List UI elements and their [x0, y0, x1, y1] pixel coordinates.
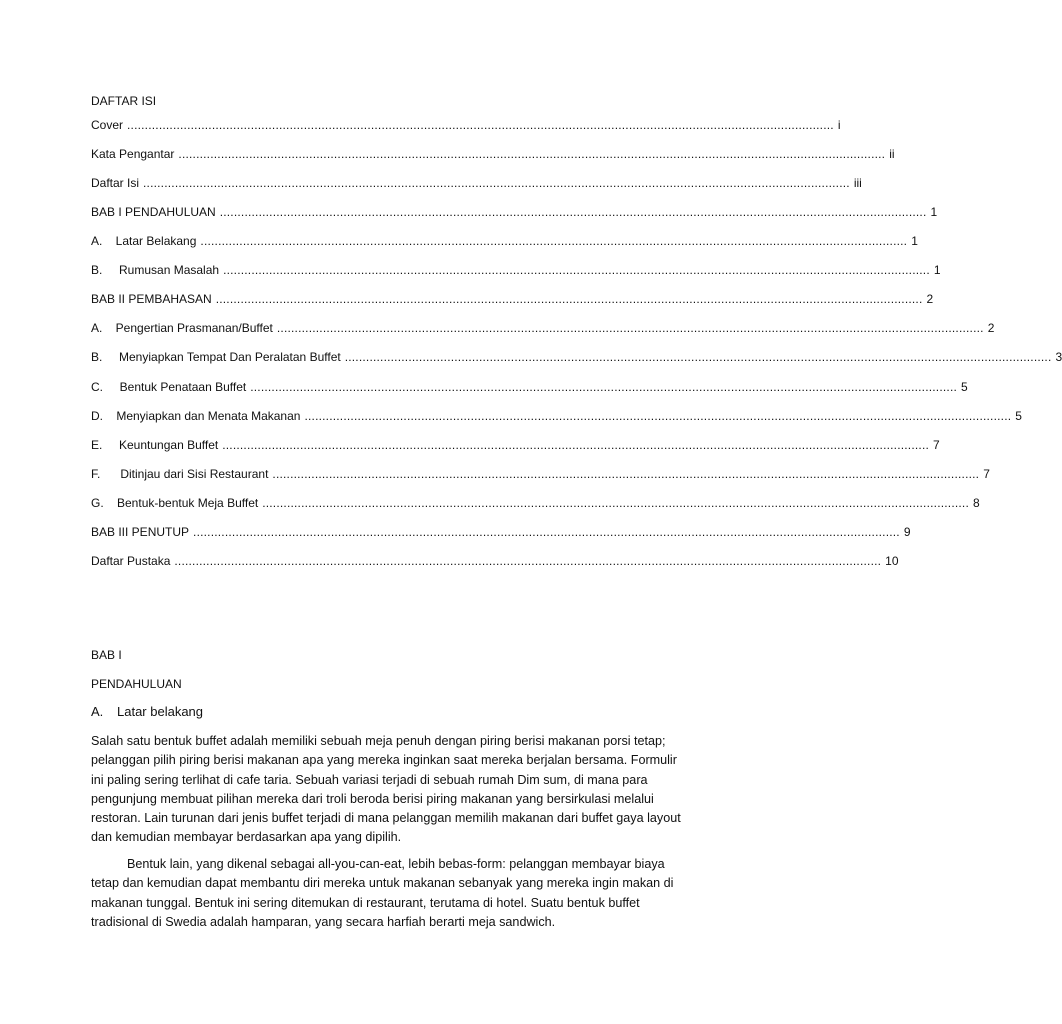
toc-entry-page: 2: [926, 292, 934, 306]
toc-entry-page: 2: [987, 321, 995, 335]
toc-entry-label: BAB II PEMBAHASAN: [91, 292, 212, 306]
toc-entry-label: BAB I PENDAHULUAN: [91, 205, 216, 219]
toc-entry-label: Cover: [91, 118, 124, 132]
toc-entry: [91, 117, 841, 133]
toc-entry: [91, 349, 1062, 365]
toc-entry: [91, 379, 968, 395]
toc-entry-page: 1: [930, 205, 938, 219]
toc-leader-dots: ........................................................................................................................................................................................................: [219, 205, 927, 219]
toc-entry-label: Daftar Isi: [91, 176, 140, 190]
toc-entry: [91, 146, 895, 162]
toc-entry: [91, 553, 899, 569]
toc-entry-label: B. Rumusan Masalah: [91, 263, 220, 277]
toc-leader-dots: ........................................................................................................................................................................................................: [193, 525, 900, 539]
toc-entry: [91, 408, 1022, 424]
toc-entry: [91, 466, 990, 482]
toc-leader-dots: ........................................................................................................................................................................................................: [262, 496, 969, 510]
toc-entry: [91, 320, 995, 336]
toc-leader-dots: ........................................................................................................................................................................................................: [223, 263, 930, 277]
toc-entry: [91, 524, 911, 540]
toc-entry-label: Daftar Pustaka: [91, 554, 171, 568]
toc-entry-label: D. Menyiapkan dan Menata Makanan: [91, 409, 301, 423]
toc-entry-label: B. Menyiapkan Tempat Dan Peralatan Buffet: [91, 350, 341, 364]
toc-entry-page: 7: [933, 438, 940, 452]
toc-entry: [91, 291, 934, 307]
toc-entry-label: G. Bentuk-bentuk Meja Buffet: [91, 496, 259, 510]
chapter-title: PENDAHULUAN: [91, 677, 182, 691]
toc-leader-dots: ........................................................................................................................................................................................................: [200, 234, 908, 248]
toc-entry: [91, 175, 862, 191]
toc-leader-dots: ........................................................................................................................................................................................................: [215, 292, 923, 306]
section-title: Latar belakang: [117, 704, 204, 719]
toc-entry-label: E. Keuntungan Buffet: [91, 438, 219, 452]
toc-leader-dots: ........................................................................................................................................................................................................: [127, 118, 834, 132]
toc-leader-dots: ........................................................................................................................................................................................................: [344, 350, 1052, 364]
toc-leader-dots: ........................................................................................................................................................................................................: [174, 554, 882, 568]
toc-entry-label: A. Pengertian Prasmanan/Buffet: [91, 321, 273, 335]
toc-entry: [91, 262, 941, 278]
toc-entry-page: iii: [853, 176, 862, 190]
toc-entry-page: 5: [1015, 409, 1022, 423]
toc-leader-dots: ........................................................................................................................................................................................................: [178, 147, 886, 161]
toc-entry: [91, 437, 940, 453]
toc-entry-label: A. Latar Belakang: [91, 234, 197, 248]
toc-entry-page: 9: [903, 525, 911, 539]
toc-entry-label: F. Ditinjau dari Sisi Restaurant: [91, 467, 269, 481]
toc-title: DAFTAR ISI: [91, 94, 157, 108]
toc-entry-label: C. Bentuk Penataan Buffet: [91, 380, 247, 394]
toc-leader-dots: ........................................................................................................................................................................................................: [222, 438, 930, 452]
chapter-number: BAB I: [91, 648, 122, 662]
toc-entry-page: ii: [889, 147, 895, 161]
toc-entry: [91, 204, 938, 220]
toc-entry-label: Kata Pengantar: [91, 147, 175, 161]
toc-leader-dots: ........................................................................................................................................................................................................: [304, 409, 1012, 423]
body-paragraph: Bentuk lain, yang dikenal sebagai all-you-can-eat, lebih bebas-form: pelanggan membayar biaya tetap dan kemudian dapat membantu diri mereka untuk makanan sebanyak yang mereka ingin makan di makanan tunggal. Bentuk ini sering ditemukan di restaurant, terutama di hotel. Suatu bentuk buffet tradisional di Swedia adalah hamparan, yang secara harfiah berarti meja sandwich.: [91, 857, 674, 929]
section-heading: [91, 704, 203, 719]
section-letter: A.: [91, 704, 104, 719]
toc-leader-dots: ........................................................................................................................................................................................................: [250, 380, 958, 394]
body-paragraph: Salah satu bentuk buffet adalah memiliki sebuah meja penuh dengan piring berisi makanan porsi tetap; pelanggan pilih piring berisi makanan apa yang mereka inginkan saat mereka berjalan bersama. Formulir ini paling sering terlihat di cafe taria. Sebuah variasi terjadi di sebuah rumah Dim sum, di mana para pengunjung membuat pilihan mereka dari troli beroda berisi piring makanan yang bersirkulasi melalui restoran. Lain turunan dari jenis buffet terjadi di mana pelanggan memilih makanan dari buffet gaya layout dan kemudian membayar berdasarkan apa yang dipilih.: [91, 734, 681, 845]
toc-leader-dots: ........................................................................................................................................................................................................: [143, 176, 850, 190]
toc-entry-page: i: [837, 118, 841, 132]
toc-entry-label: BAB III PENUTUP: [91, 525, 190, 539]
toc-leader-dots: ........................................................................................................................................................................................................: [272, 467, 980, 481]
toc-entry-page: 3: [1055, 350, 1062, 364]
toc-entry-page: 5: [961, 380, 968, 394]
toc-entry-page: 8: [973, 496, 980, 510]
toc-leader-dots: ........................................................................................................................................................................................................: [276, 321, 984, 335]
toc-entry-page: 1: [933, 263, 941, 277]
toc-entry: [91, 495, 980, 511]
toc-entry: [91, 233, 918, 249]
toc-entry-page: 7: [983, 467, 990, 481]
toc-entry-page: 1: [911, 234, 918, 248]
toc-entry-page: 10: [885, 554, 899, 568]
